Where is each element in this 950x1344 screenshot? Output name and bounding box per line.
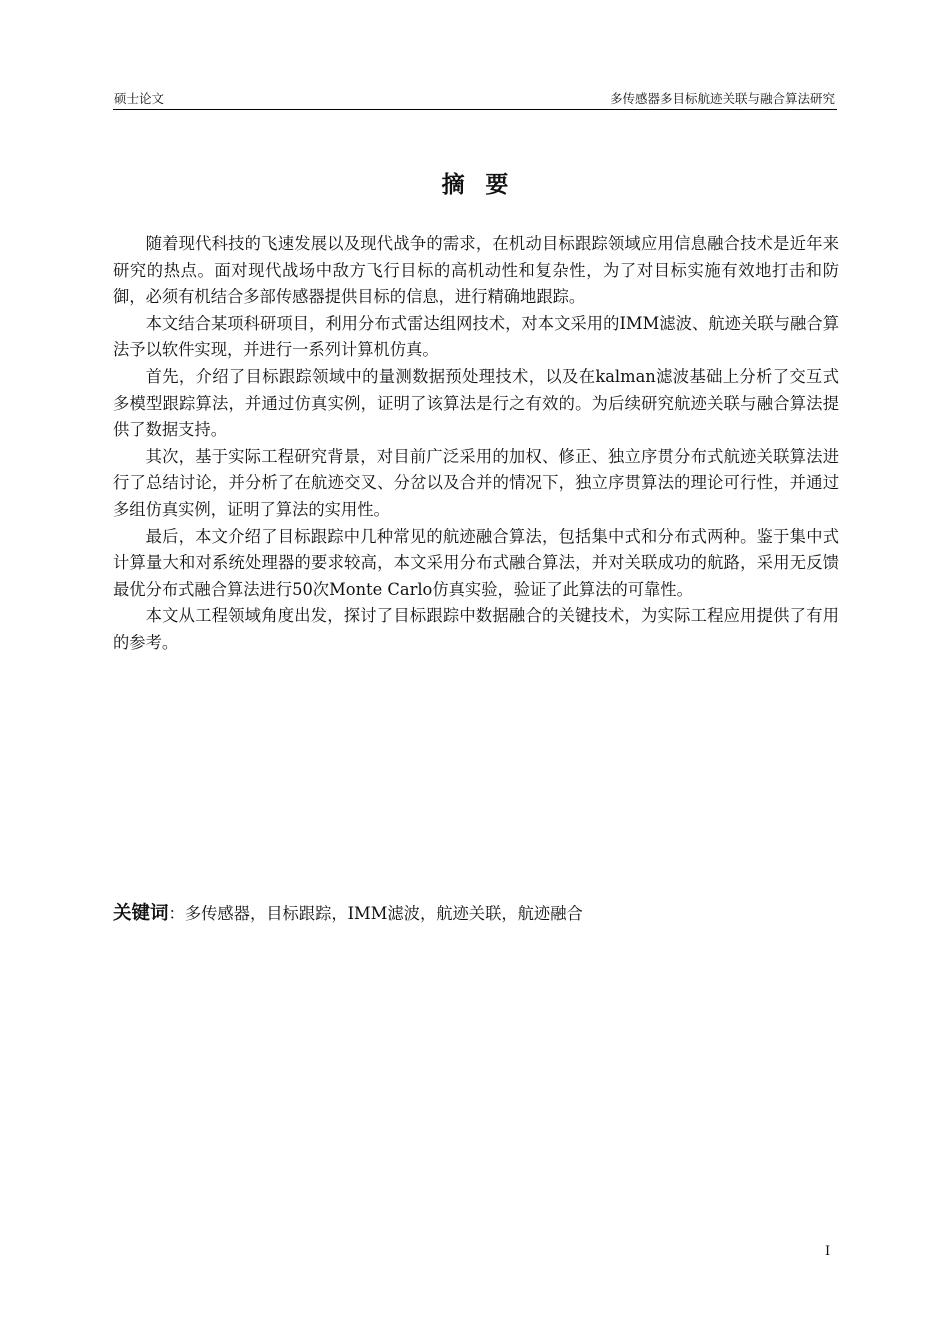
abstract-paragraph: 本文从工程领域角度出发，探讨了目标跟踪中数据融合的关键技术，为实际工程应用提供了有用的参考。 [113, 606, 839, 652]
abstract-title: 摘要 [441, 172, 530, 198]
abstract-paragraph: 本文结合某项科研项目，利用分布式雷达组网技术，对本文采用的IMM滤波、航迹关联与融合算法予以软件实现，并进行一系列计算机仿真。 [113, 313, 839, 360]
abstract-paragraph: 首先，介绍了目标跟踪领域中的量测数据预处理技术，以及在kalman滤波基础上分析了交互式多模型跟踪算法，并通过仿真实例，证明了该算法是行之有效的。为后续研究航迹关联与融合算法提供了数据支持。 [113, 366, 839, 440]
header-right-text: 多传感器多目标航迹关联与融合算法研究 [609, 91, 835, 106]
abstract-paragraph: 随着现代科技的飞速发展以及现代战争的需求，在机动目标跟踪领域应用信息融合技术是近年来研究的热点。面对现代战场中敌方飞行目标的高机动性和复杂性，为了对目标实施有效地打击和防御，必须有机结合多部传感器提供目标的信息，进行精确地跟踪。 [113, 234, 839, 307]
keywords-label: 关键词 [113, 903, 169, 924]
keywords-separator: ： [168, 904, 185, 923]
abstract-paragraph: 其次，基于实际工程研究背景，对目前广泛采用的加权、修正、独立序贯分布式航迹关联算法进行了总结讨论，并分析了在航迹交叉、分岔以及合并的情况下，独立序贯算法的理论可行性，并通过多组仿真实例，证明了算法的实用性。 [113, 446, 839, 519]
abstract-paragraph: 最后，本文介绍了目标跟踪中几种常见的航迹融合算法，包括集中式和分布式两种。鉴于集中式计算量大和对系统处理器的要求较高，本文采用分布式融合算法，并对关联成功的航路，采用无反馈最优分布式融合算法进行50次Monte Carlo仿真实验，验证了此算法的可靠性。 [113, 526, 839, 599]
page-header [113, 92, 837, 110]
page-number: I [825, 1244, 831, 1259]
keywords-list: 多传感器，目标跟踪，IMM滤波，航迹关联，航迹融合 [184, 904, 583, 923]
abstract-body [113, 231, 839, 657]
keywords-line [113, 902, 839, 926]
header-left-text: 硕士论文 [114, 91, 165, 106]
